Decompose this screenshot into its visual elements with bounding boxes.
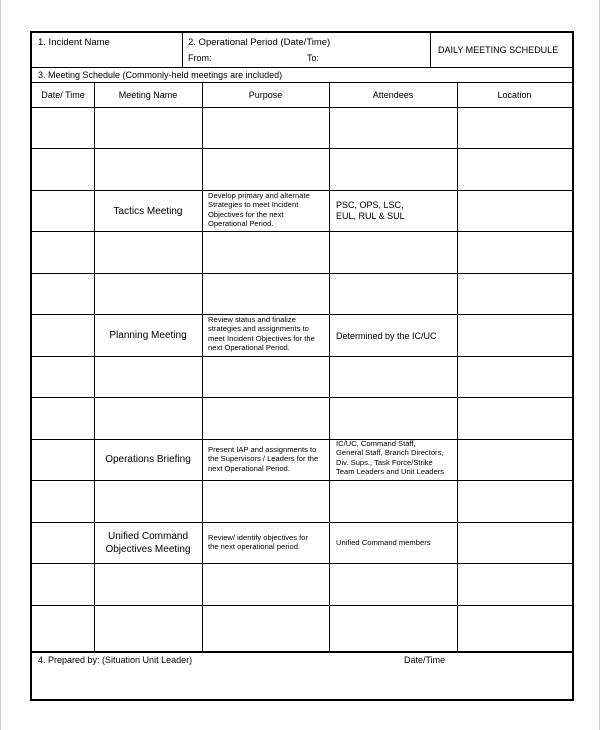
table-col-border <box>202 82 203 651</box>
prepared-by-field[interactable] <box>32 653 572 699</box>
attendees-planning: Determined by the IC/UC <box>336 331 437 341</box>
purpose-operations-briefing: Present IAP and assignments to the Supervisors / Leaders for the next Operational Period. <box>208 445 319 473</box>
divider <box>430 33 431 68</box>
operational-period-field[interactable] <box>183 33 430 68</box>
table-row-border <box>32 439 572 440</box>
attendees-operations-briefing: IC/UC, Command Staff, General Staff, Branch Directors, Div. Sups., Task Force/Strike Team Leaders and Unit Leaders <box>336 439 445 477</box>
operational-period-label: 2. Operational Period (Date/Time) <box>188 37 331 48</box>
table-col-border <box>94 82 95 651</box>
divider <box>32 82 572 83</box>
meeting-schedule-label: 3. Meeting Schedule (Commonly-held meetings are included) <box>38 70 283 80</box>
incident-name-label: 1. Incident Name <box>38 37 110 48</box>
table-row-border <box>32 231 572 232</box>
meeting-name-tactics: Tactics Meeting <box>113 206 183 217</box>
to-label: To: <box>307 53 320 63</box>
table-row-border <box>32 148 572 149</box>
table-row-border <box>32 563 572 564</box>
daily-meeting-schedule-form <box>30 31 574 701</box>
page-edge <box>0 0 1 730</box>
table-col-border <box>457 82 458 651</box>
col-header-date-time: Date/ Time <box>41 90 85 100</box>
table-row-border <box>32 356 572 357</box>
purpose-planning: Review status and finalize strategies and assignments to meet Incident Objectives for the next Operational Period. <box>208 315 315 353</box>
incident-name-field[interactable] <box>32 33 182 68</box>
purpose-tactics: Develop primary and alternate Strategies to meet Incident Objectives for the next Operational Period. <box>208 191 310 229</box>
table-row-border <box>32 107 572 108</box>
table-row-border <box>32 273 572 274</box>
table-row-border <box>32 397 572 398</box>
meeting-name-operations-briefing: Operations Briefing <box>105 454 191 465</box>
table-col-border <box>329 82 330 651</box>
prepared-by-label: 4. Prepared by: (Situation Unit Leader) <box>38 655 193 665</box>
divider <box>32 67 572 68</box>
col-header-meeting-name: Meeting Name <box>118 90 178 100</box>
attendees-unified-command: Unified Command members <box>336 538 431 547</box>
table-row-border <box>32 522 572 523</box>
form-title: DAILY MEETING SCHEDULE <box>438 45 559 55</box>
col-header-location: Location <box>497 90 532 100</box>
date-time-label: Date/Time <box>404 655 446 665</box>
meeting-name-planning: Planning Meeting <box>109 330 187 341</box>
from-label: From: <box>188 53 212 63</box>
table-row-border <box>32 480 572 481</box>
table-row-border <box>32 605 572 606</box>
meeting-name-unified-command: Unified Command Objectives Meeting <box>105 531 191 555</box>
col-header-attendees: Attendees <box>372 90 414 100</box>
col-header-purpose: Purpose <box>248 90 283 100</box>
purpose-unified-command: Review/ identify objectives for the next operational period. <box>208 533 309 552</box>
attendees-tactics: PSC, OPS, LSC, EUL, RUL & SUL <box>336 200 405 221</box>
